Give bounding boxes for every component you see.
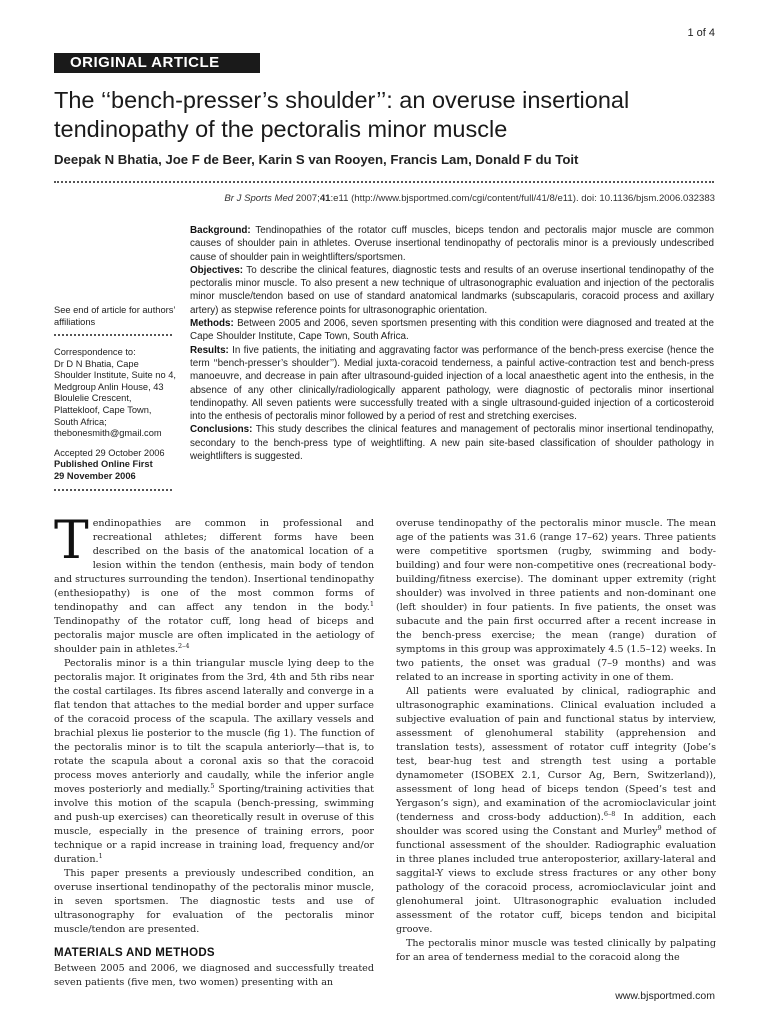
reference: 9 <box>657 823 662 832</box>
abstract <box>190 224 714 463</box>
affiliations-note-block <box>54 305 176 336</box>
abstract-head: Conclusions: <box>190 424 253 436</box>
paragraph-text: Sporting/training activities that involve this motion of the scapula (bench-pressing, swimming and push-up exercises) can theoretically result in overuse of this muscle, especially in the presence of training errors, poor technique or a rapid increase in training load, frequency and/or duration. <box>54 784 374 865</box>
body-column-right <box>396 517 716 965</box>
body-column-left <box>54 511 374 990</box>
correspondence-line: Bloulelie Crescent, <box>54 393 132 404</box>
paragraph-text: endinopathies are common in professional and recreational athletes; different forms have been described on the basis of the anatomical location of a lesion within the tendon (enthesis, main body of tendon and structures surrounding the tendon). Insertional tendinopathy (enthesiopathy) is one of the most common forms of tendinopathy and can affect any tendon in the body. <box>54 518 374 613</box>
authors: Deepak N Bhatia, Joe F de Beer, Karin S van Rooyen, Francis Lam, Donald F du Toit <box>54 152 579 167</box>
citation-year: 2007; <box>295 193 320 204</box>
body-paragraph <box>54 657 374 867</box>
correspondence-line: Medgroup Anlin House, 43 <box>54 381 164 392</box>
abstract-conclusions <box>190 423 714 463</box>
body-paragraph <box>54 511 374 657</box>
body-paragraph: This paper presents a previously undescribed condition, an overuse insertional tendinopathy of the pectoralis minor muscle, in seven sportsmen. The diagnostic tests and use of ultrasonography for evaluation of the pectoralis minor muscle/tendon are presented. <box>54 868 374 935</box>
affiliations-note: See end of article for authors’ affiliations <box>54 305 176 327</box>
abstract-methods <box>190 317 714 344</box>
correspondence-line: Dr D N Bhatia, Cape <box>54 358 139 369</box>
abstract-results <box>190 344 714 424</box>
abstract-head: Results: <box>190 344 229 356</box>
correspondence-line: Plattekloof, Cape Town, <box>54 404 152 415</box>
abstract-text: In five patients, the initiating and aggravating factor was performance of the bench-press exercise (hence the term ‘‘bench-presser’s shoulder’’). Medial juxta-coracoid tenderness, a painful active-contraction test and bench-press manoeuvre, and decrease in pain after ultrasound-guided injection of a local anaesthetic agent into the enthesis, in the absence of any other clinically/radiologically apparent pathology, were diagnostic of pectoralis minor insertional tendinopathy. All seven patients were successfully treated with a single ultrasound-guided injection of a corticosteroid into the enthesis of pectoralis minor followed by a period of rest and stretching exercises. <box>190 344 714 423</box>
reference: 5 <box>210 781 215 790</box>
divider <box>54 489 172 491</box>
published-label: Published Online First <box>54 459 153 470</box>
abstract-head: Background: <box>190 225 251 236</box>
body-paragraph: Between 2005 and 2006, we diagnosed and successfully treated seven patients (five men, two women) presenting with an <box>54 963 374 988</box>
paragraph-text: Pectoralis minor is a thin triangular muscle lying deep to the pectoralis major. It originates from the 3rd, 4th and 5th ribs near the costal cartilages. Its fibres ascend laterally and converge in a flat tendon that attaches to the medial border and upper surface of the coracoid process of the scapula. The axillary vessels and brachial plexus lie posterior to the muscle (fig 1). The function of the pectoralis minor is to tilt the scapula anteriorly—that is, to rotate the scapula about a coronal axis so that the coracoid process moves anteriorly and caudally, while the inferior angle moves posteriorly and medially. <box>54 658 374 795</box>
citation-journal: Br J Sports Med <box>224 193 294 204</box>
reference: 2–4 <box>178 641 190 650</box>
published-date: 29 November 2006 <box>54 470 136 481</box>
citation <box>224 193 715 204</box>
journal-url[interactable]: www.bjsportmed.com <box>615 990 715 1002</box>
divider <box>54 181 714 183</box>
reference: 1 <box>369 599 374 608</box>
section-heading: MATERIALS AND METHODS <box>54 947 215 959</box>
correspondence-line: South Africa; <box>54 416 107 427</box>
divider <box>54 334 172 336</box>
paragraph-text: In addition, each shoulder was scored using the Constant and Murley <box>396 812 716 837</box>
citation-volume: 41 <box>319 193 331 204</box>
paragraph-text: method of functional assessment of the shoulder. Radiographic evaluation in three planes included true anteroposterior, axillary-lateral and saggital-Y views to exclude stress fractures or any other bony pathology of the coracoid process, acromioclavicular joint and glenohumeral joint. Ultrasonographic evaluation included assessment of the rotator cuff, biceps tendon and bicipital groove. <box>396 826 716 935</box>
abstract-background <box>190 224 714 264</box>
body-paragraph: overuse tendinopathy of the pectoralis minor muscle. The mean age of the patients was 31.6 (range 17–62) years. Three patients were competitive sportsmen (rugby, swimming and body-building) and four were non-competitive ones (recreational body-building/fitness exercise). The dominant upper extremity (right shoulder) was involved in three patients and non-dominant one (left shoulder) in four patients. In five patients, the onset was subacute and the pain first occurred after a recent increase in the bench-press exercise; the mean (range) duration of symptoms in this group was approximately 4.5 (1.5–12) weeks. In two patients, the onset was gradual (7–9 months) and was related to an increase in sporting activity in one of them. <box>396 518 716 683</box>
section-label: ORIGINAL ARTICLE <box>54 53 260 73</box>
abstract-text: Tendinopathies of the rotator cuff muscles, biceps tendon and pectoralis major muscle are common causes of shoulder pain in athletes. Overuse insertional tendinopathy of pectoralis minor is a previously undescribed cause of shoulder pain in weightlifters/sportsmen. <box>190 225 715 263</box>
abstract-text: To describe the clinical features, diagnostic tests and results of an overuse insertional tendinopathy of the pectoralis minor muscle. To also present a new technique of ultrasonographic evaluation and injection of the pectoralis minor muscle/tendon based on use of standard anatomical landmarks (subscapularis, coracoid process and axillary artery) as stepwise reference points for ultrasonographic orientation. <box>190 264 714 316</box>
correspondence-line: Shoulder Institute, Suite no 4, <box>54 370 176 381</box>
abstract-head: Objectives: <box>190 264 244 276</box>
article-title: The ‘‘bench-presser’s shoulder’’: an overuse insertional tendinopathy of the pectoralis minor muscle <box>54 87 630 142</box>
correspondence-label: Correspondence to: <box>54 347 136 357</box>
abstract-text: This study describes the clinical features and management of pectoralis minor insertional tendinopathy, secondary to the bench-press type of weightlifting. A new pain site-based classification of shoulder pathology in weightlifters is suggested. <box>190 424 714 463</box>
body-paragraph <box>396 685 716 937</box>
abstract-objectives <box>190 264 714 317</box>
correspondence-email[interactable]: thebonesmith@gmail.com <box>54 428 162 439</box>
paragraph-text: All patients were evaluated by clinical, radiographic and ultrasonographic examinations. Clinical evaluation included a subjective evaluation of pain and functional status by interview, assessment of glenohumeral stability (apprehension and translation tests), assessment of rotator cuff integrity (Jobe’s test, bear-hug test and strength test using a portable dynamometer (ISOBEX 2.1, Cursor Ag, Bern, Switzerland)), assessment of long head of biceps tendon (Speed’s test and Yergason’s sign), and examination of the acromioclavicular joint (tenderness and cross-body adduction). <box>396 686 716 823</box>
paragraph-text: Tendinopathy of the rotator cuff, long head of biceps and pectoralis major muscle are often implicated in the aetiology of shoulder pain in athletes. <box>54 616 374 655</box>
dropcap: T <box>54 511 89 571</box>
page-number: 1 of 4 <box>687 27 715 39</box>
accepted-date: Accepted 29 October 2006 <box>54 447 165 458</box>
reference: 1 <box>98 851 103 860</box>
abstract-head: Methods: <box>190 318 234 330</box>
abstract-text: Between 2005 and 2006, seven sportsmen presenting with this condition were diagnosed and treated at the Cape Shoulder Institute, Cape Town, South Africa. <box>190 318 714 343</box>
citation-rest: :e11 (http://www.bjsportmed.com/cgi/content/full/41/8/e11). doi: 10.1136/bjsm.2006.032383 <box>330 193 715 204</box>
body-paragraph: The pectoralis minor muscle was tested clinically by palpating for an area of tenderness medial to the coracoid along the <box>396 938 716 963</box>
correspondence-block <box>54 347 176 491</box>
reference: 6–8 <box>603 809 616 818</box>
